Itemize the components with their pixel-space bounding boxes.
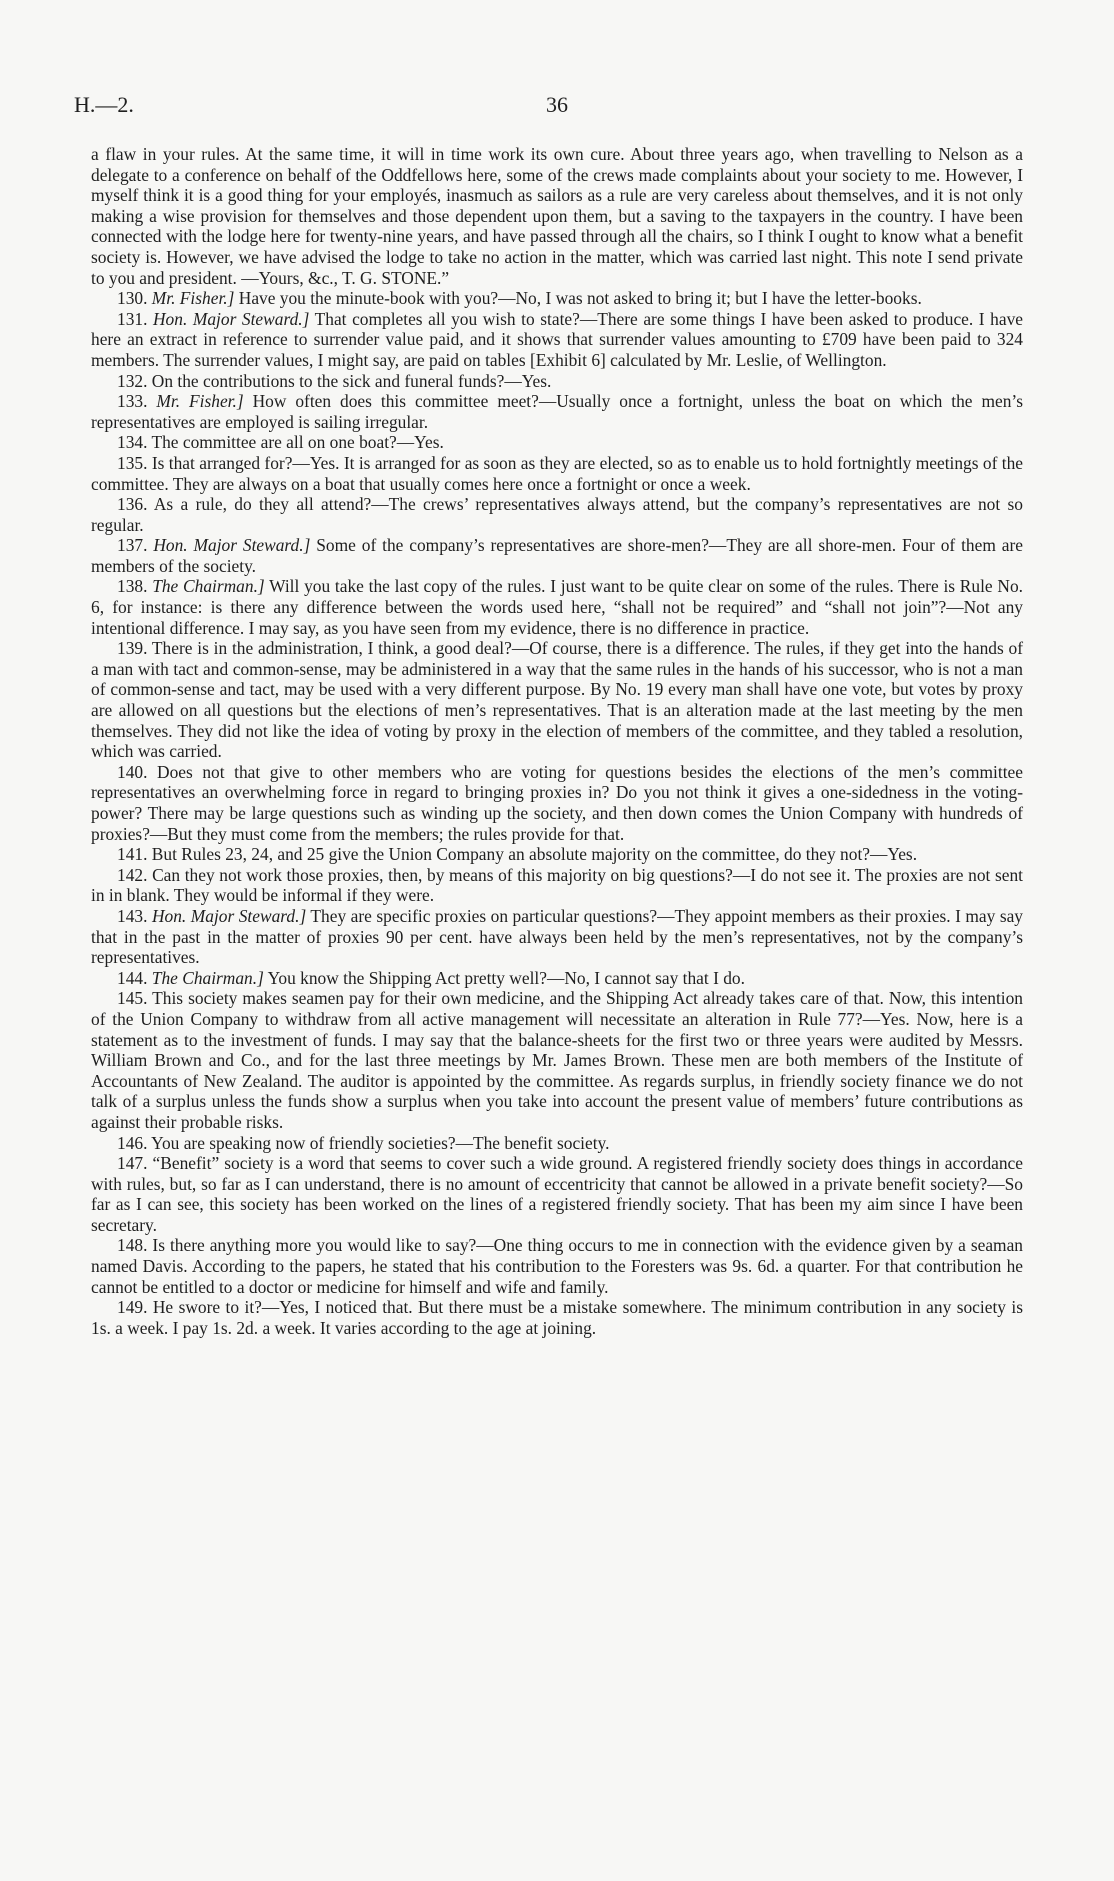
question-number: 136. — [117, 494, 154, 515]
question-text: He swore to it?—Yes, I noticed that. But there must be a mistake somewhere. The minimum contribution in any society is 1s. a week. I pay 1s. 2d. a week. It varies according to the age at joining. — [91, 1297, 1024, 1338]
question-number: 131. — [117, 308, 153, 329]
question-paragraph — [91, 865, 1023, 906]
question-text: Some of the company’s representatives are shore-men?—They are all shore-men. Four of them are members of the society. — [91, 535, 1023, 576]
question-text: As a rule, do they all attend?—The crews’ representatives always attend, but the company’s representatives are not so regular. — [91, 494, 1023, 535]
question-paragraph — [91, 1153, 1023, 1235]
question-number: 143. — [117, 905, 152, 926]
question-paragraph — [91, 494, 1023, 535]
question-number: 148. — [117, 1235, 153, 1256]
speaker: Hon. Major Steward.] — [151, 905, 307, 926]
question-paragraph — [91, 432, 1023, 453]
question-text: Is that arranged for?—Yes. It is arranged for as soon as they are elected, so as to enable us to hold fortnightly meetings of the committee. They are always on a boat that usually comes here once a fortnight or once a week. — [91, 452, 1024, 494]
question-paragraph — [91, 1235, 1023, 1297]
question-text: Does not that give to other members who are voting for questions besides the elections of the men’s committee representatives an overwhelming force in regard to bringing proxies in? Do you not think it gives a one-sidedness in the voting-power? There may be large questions such as winding up the society, and then down comes the Union Company with hundreds of proxies?—But they must come from the members; the rules provide for that. — [91, 761, 1023, 844]
question-number: 147. — [117, 1153, 153, 1174]
page-id: H.—2. — [74, 92, 134, 117]
question-number: 137. — [117, 535, 154, 556]
question-number: 135. — [117, 452, 152, 473]
question-paragraph — [91, 535, 1023, 576]
question-paragraph — [91, 1133, 1023, 1154]
question-number: 130. — [117, 288, 152, 309]
question-paragraph — [91, 453, 1023, 494]
question-text: How often does this committee meet?—Usually once a fortnight, unless the boat on which the men’s representatives are employed is sailing irregular. — [91, 391, 1023, 432]
question-paragraph — [91, 288, 1023, 309]
question-paragraph — [91, 968, 1023, 989]
body-text — [91, 144, 1023, 1338]
question-paragraph — [91, 988, 1023, 1132]
question-number: 149. — [117, 1297, 153, 1318]
question-number: 146. — [117, 1132, 152, 1153]
question-paragraph — [91, 762, 1023, 844]
speaker: Hon. Major Steward.] — [153, 308, 310, 329]
question-text: On the contributions to the sick and funeral funds?—Yes. — [151, 370, 552, 391]
speaker: Mr. Fisher.] — [156, 391, 244, 412]
question-paragraph — [91, 844, 1023, 865]
question-text: “Benefit” society is a word that seems to cover such a wide ground. A registered friendly society does things in accordance with rules, but, so far as I can understand, there is no amount of eccentricity that cannot be allowed in a private benefit society?—So far as I can see, this society has been worked on the lines of a registered friendly society. That has been my aim since I have been secretary. — [91, 1153, 1023, 1235]
speaker: Hon. Major Steward.] — [153, 535, 311, 556]
question-number: 138. — [117, 576, 153, 597]
question-number: 144. — [117, 967, 152, 988]
speaker: Mr. Fisher.] — [151, 288, 235, 309]
question-paragraph — [91, 391, 1023, 432]
question-number: 134. — [117, 432, 152, 453]
question-text: Can they not work those proxies, then, by means of this majority on big questions?—I do not see it. The proxies are not sent in in blank. They would be informal if they were. — [91, 864, 1024, 906]
question-number: 141. — [117, 844, 152, 865]
question-text: You know the Shipping Act pretty well?—No, I cannot say that I do. — [263, 967, 745, 988]
question-number: 145. — [117, 988, 153, 1009]
question-paragraph — [91, 576, 1023, 638]
speaker: The Chairman.] — [152, 576, 265, 597]
question-text: You are speaking now of friendly societies?—The benefit society. — [151, 1132, 610, 1153]
question-paragraph — [91, 1297, 1023, 1338]
question-text: The committee are all on one boat?—Yes. — [151, 432, 444, 453]
question-paragraph — [91, 371, 1023, 392]
question-text: There is in the administration, I think, a good deal?—Of course, there is a difference. The rules, if they get into the hands of a man with tact and common-sense, may be administered in a way that the same rules in the hands of his successor, who is not a man of common-sense and tact, may be used with a very different purpose. By No. 19 every man shall have one vote, but votes by proxy are allowed on all questions but the elections of men’s representatives. That is an alteration made at the last meeting by the men themselves. They did not like the idea of voting by proxy in the election of members of the committee, and they tabled a resolution, which was carried. — [91, 638, 1023, 762]
question-text: Is there anything more you would like to say?—One thing occurs to me in connection with the evidence given by a seaman named Davis. According to the papers, he stated that his contribution to the Foresters was 9s. 6d. a quarter. For that contribution he cannot be entitled to a doctor or medicine for himself and wife and family. — [91, 1235, 1023, 1297]
page-number: 36 — [546, 92, 568, 117]
question-paragraph — [91, 309, 1023, 371]
question-number: 142. — [117, 864, 153, 885]
question-number: 133. — [117, 391, 157, 412]
question-paragraph — [91, 638, 1023, 762]
question-text: But Rules 23, 24, and 25 give the Union Company an absolute majority on the committee, do they not?—Yes. — [151, 844, 918, 865]
question-text: Will you take the last copy of the rules. I just want to be quite clear on some of the rules. There is Rule No. 6, for instance: is there any difference between the words used here, “shall not be required” and “shall not join”?—Not any intentional difference. I may say, as you have seen from my evidence, there is no difference in practice. — [91, 576, 1023, 638]
question-text: That completes all you wish to state?—There are some things I have been asked to produce. I have here an extract in reference to surrender value paid, and it shows that surrender values amounting to £709 have been paid to 324 members. The surrender values, I might say, are paid on tables [Exhibit 6] calculated by Mr. Leslie, of Wellington. — [91, 308, 1023, 370]
question-text: They are specific proxies on particular questions?—They appoint members as their proxies. I may say that in the past in the matter of proxies 90 per cent. have always been held by the men’s representatives, not by the company’s representatives. — [91, 905, 1023, 968]
question-text: This society makes seamen pay for their own medicine, and the Shipping Act already takes care of that. Now, this intention of the Union Company to withdraw from all active management will necessitate an alteration in Rule 77?—Yes. Now, here is a statement as to the investment of funds. I may say that the balance-sheets for the first two or three years were audited by Messrs. William Brown and Co., and for the last three meetings by Mr. James Brown. These men are both members of the Institute of Accountants of New Zealand. The auditor is appointed by the committee. As regards surplus, in friendly society finance we do not talk of a surplus unless the funds show a surplus when you take into account the present value of members’ future contributions as against their probable risks. — [91, 988, 1023, 1132]
page-header — [74, 92, 1040, 122]
question-text: Have you the minute-book with you?—No, I was not asked to bring it; but I have the letter-books. — [234, 288, 922, 309]
question-number: 139. — [117, 638, 152, 659]
question-number: 132. — [117, 370, 152, 391]
speaker: The Chairman.] — [151, 967, 264, 988]
paragraph-text: a flaw in your rules. At the same time, it will in time work its own cure. About three years ago, when travelling to Nelson as a delegate to a conference on behalf of the Oddfellows here, some of the crews made complaints about your society to me. However, I myself think it is a good thing for your employés, inasmuch as sailors as a rule are very careless about themselves, and it is not only making a wise provision for themselves and those dependent upon them, but a saving to the taxpayers in the country. I have been connected with the lodge here for twenty-nine years, and have passed through all the chairs, so I think I ought to know what a benefit society is. However, we have advised the lodge to take no action in the matter, which was carried last night. This note I send private to you and president. —Yours, &c., T. G. STONE.” — [91, 144, 1023, 288]
question-paragraph — [91, 906, 1023, 968]
question-number: 140. — [117, 761, 158, 782]
paragraph — [91, 144, 1023, 288]
